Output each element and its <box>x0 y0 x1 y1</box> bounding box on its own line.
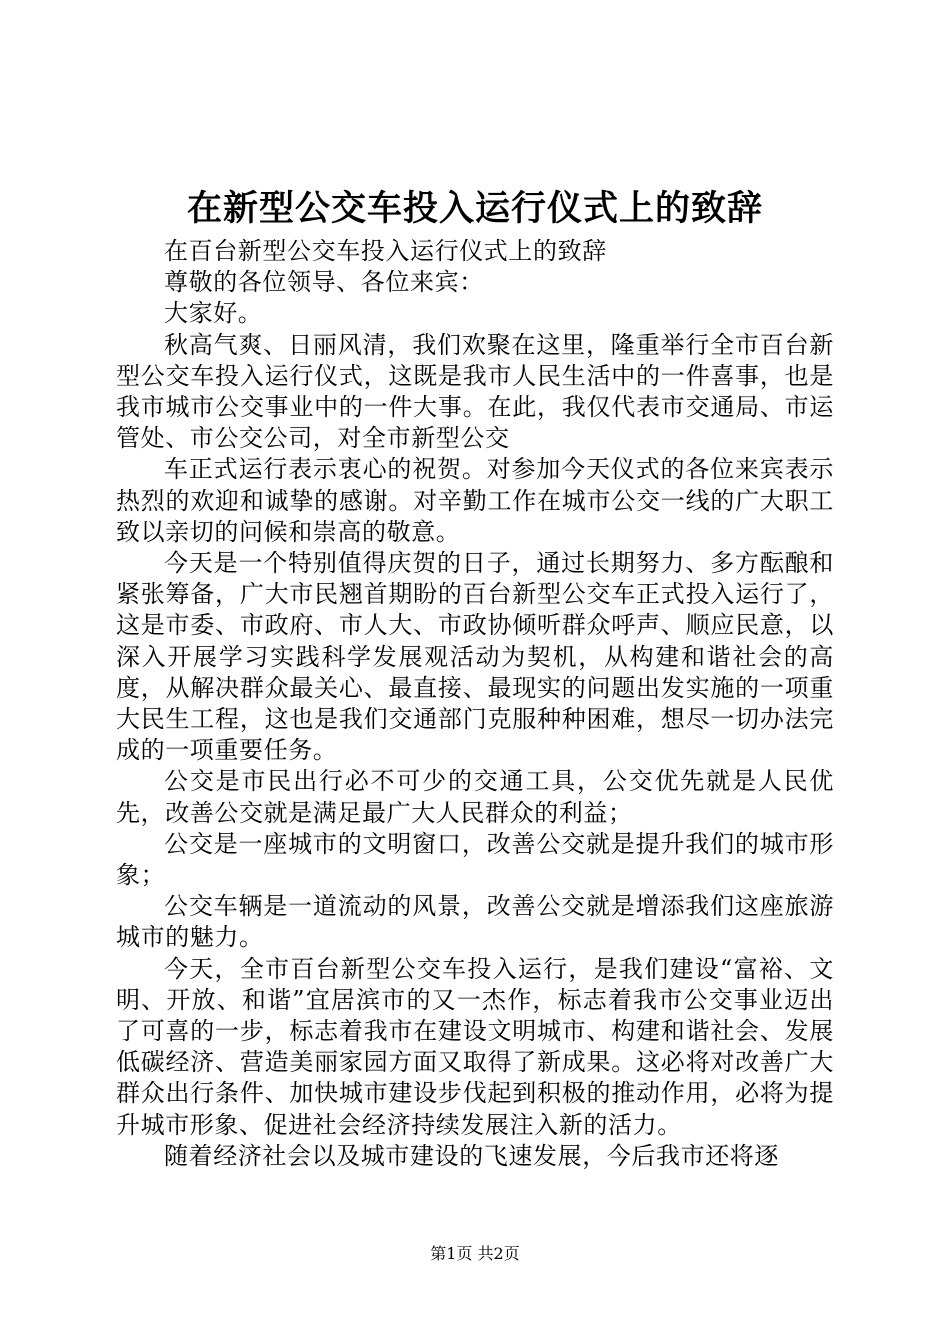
paragraph-salutation: 尊敬的各位领导、各位来宾： <box>164 268 484 297</box>
paragraph: 公交车辆是一道流动的风景，改善公交就是增添我们这座旅游城市的魅力。 <box>116 892 834 952</box>
paragraph: 秋高气爽、日丽风清，我们欢聚在这里，隆重举行全市百台新型公交车投入运行仪式，这既是我市人民生活中的一件喜事，也是我市城市公交事业中的一件大事。在此，我仅代表市交通局、市运管处、市公交公司，对全市新型公交 <box>116 330 834 453</box>
paragraph: 随着经济社会以及城市建设的飞速发展，今后我市还将逐 <box>164 1141 779 1170</box>
paragraph: 车正式运行表示衷心的祝贺。对参加今天仪式的各位来宾表示热烈的欢迎和诚挚的感谢。对辛勤工作在城市公交一线的广大职工致以亲切的问候和崇高的敬意。 <box>116 455 834 546</box>
document-body <box>116 236 834 1172</box>
paragraph: 公交是一座城市的文明窗口，改善公交就是提升我们的城市形象； <box>116 829 834 890</box>
paragraph-greeting: 大家好。 <box>164 299 263 328</box>
page-number-footer: 第1页 共2页 <box>430 1244 520 1263</box>
paragraph-subtitle: 在百台新型公交车投入运行仪式上的致辞 <box>164 237 607 265</box>
paragraph: 今天是一个特别值得庆贺的日子，通过长期努力、多方酝酿和紧张筹备，广大市民翘首期盼的百台新型公交车正式投入运行了，这是市委、市政府、市人大、市政协倾听群众呼声、顺应民意，以深入开展学习实践科学发展观活动为契机，从构建和谐社会的高度，从解决群众最关心、最直接、最现实的问题出发实施的一项重大民生工程，这也是我们交通部门克服种种困难，想尽一切办法完成的一项重要任务。 <box>116 549 834 765</box>
document-title: 在新型公交车投入运行仪式上的致辞 <box>186 188 763 229</box>
paragraph: 公交是市民出行必不可少的交通工具，公交优先就是人民优先，改善公交就是满足最广大人民群众的利益； <box>116 767 834 827</box>
paragraph: 今天，全市百台新型公交车投入运行，是我们建设“富裕、文明、开放、和谐”宜居滨市的又一杰作，标志着我市公交事业迈出了可喜的一步，标志着我市在建设文明城市、构建和谐社会、发展低碳经济、营造美丽家园方面又取得了新成果。这必将对改善广大群众出行条件、加快城市建设步伐起到积极的推动作用，必将为提升城市形象、促进社会经济持续发展注入新的活力。 <box>116 954 834 1139</box>
